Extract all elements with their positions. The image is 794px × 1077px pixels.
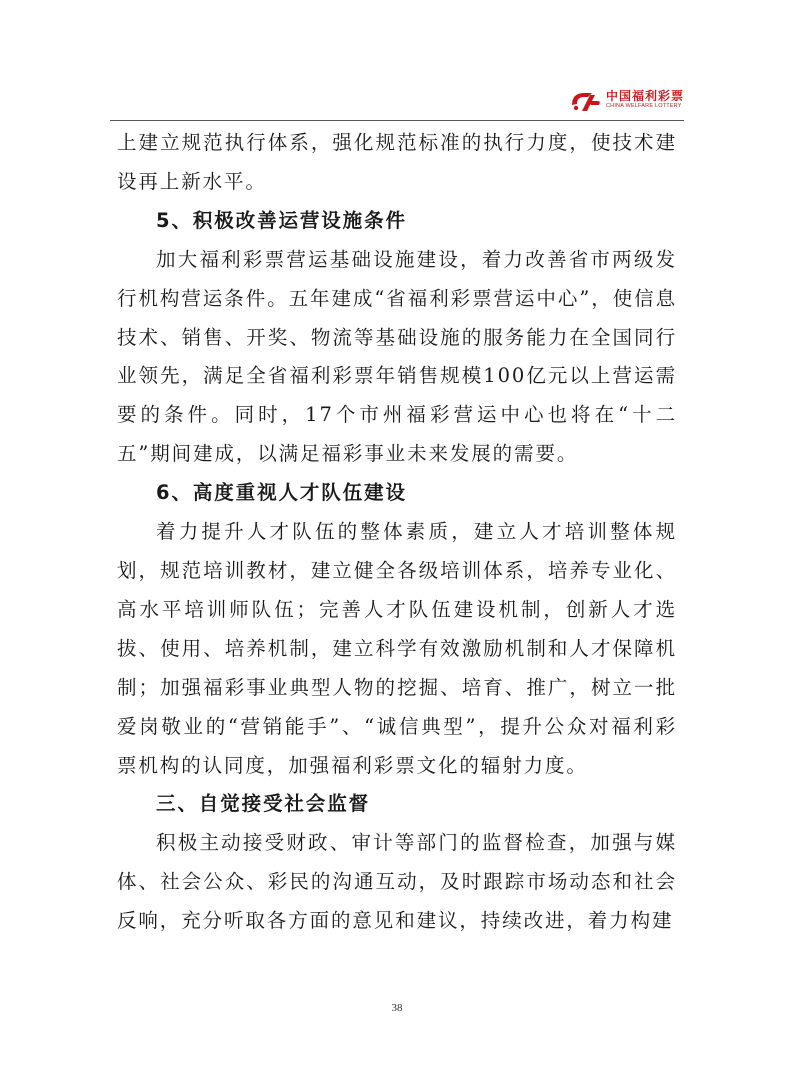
logo-english-text: CHINA WELFARE LOTTERY — [605, 103, 682, 110]
paragraph-talent: 着力提升人才队伍的整体素质，建立人才培训整体规划，规范培训教材，建立健全各级培训体系，培养专业化、高水平培训师队伍；完善人才队伍建设机制，创新人才选拔、使用、培养机制，建立科学有效激励机制和人才保障机制；加强福彩事业典型人物的挖掘、培育、推广，树立一批爱岗敬业的“营销能手”、“诚信典型”，提升公众对福利彩票机构的认同度，加强福利彩票文化的辐射力度。 — [117, 520, 677, 777]
page-number: 38 — [391, 1002, 403, 1014]
paragraph-facilities: 加大福利彩票营运基础设施建设，着力改善省市两级发行机构营运条件。五年建成“省福利彩票营运中心”，使信息技术、销售、开奖、物流等基础设施的服务能力在全国同行业领先，满足全省福利彩票年销售规模100亿元以上营运需要的条件。同时，17个市州福彩营运中心也将在“十二五”期间建成，以满足福彩事业未来发展的需要。 — [117, 247, 677, 466]
section-heading-three: 三、自觉接受社会监督 — [156, 792, 371, 816]
china-welfare-lottery-logo — [568, 85, 684, 115]
paragraph-continued: 上建立规范执行体系，强化规范标准的执行力度，使技术建设再上新水平。 — [117, 131, 677, 193]
logo-chinese-text: 中国福利彩票 — [605, 89, 684, 104]
paragraph-supervision: 积极主动接受财政、审计等部门的监督检查，加强与媒体、社会公众、彩民的沟通互动，及时跟踪市场动态和社会反响，充分听取各方面的意见和建议，持续改进，着力构建 — [117, 831, 677, 933]
lottery-logo-icon — [568, 87, 602, 113]
section-heading-6: 6、高度重视人才队伍建设 — [156, 481, 407, 505]
section-heading-5: 5、积极改善运营设施条件 — [156, 208, 407, 232]
header-rule — [110, 120, 684, 121]
page-header — [110, 85, 684, 115]
document-body — [117, 124, 677, 941]
